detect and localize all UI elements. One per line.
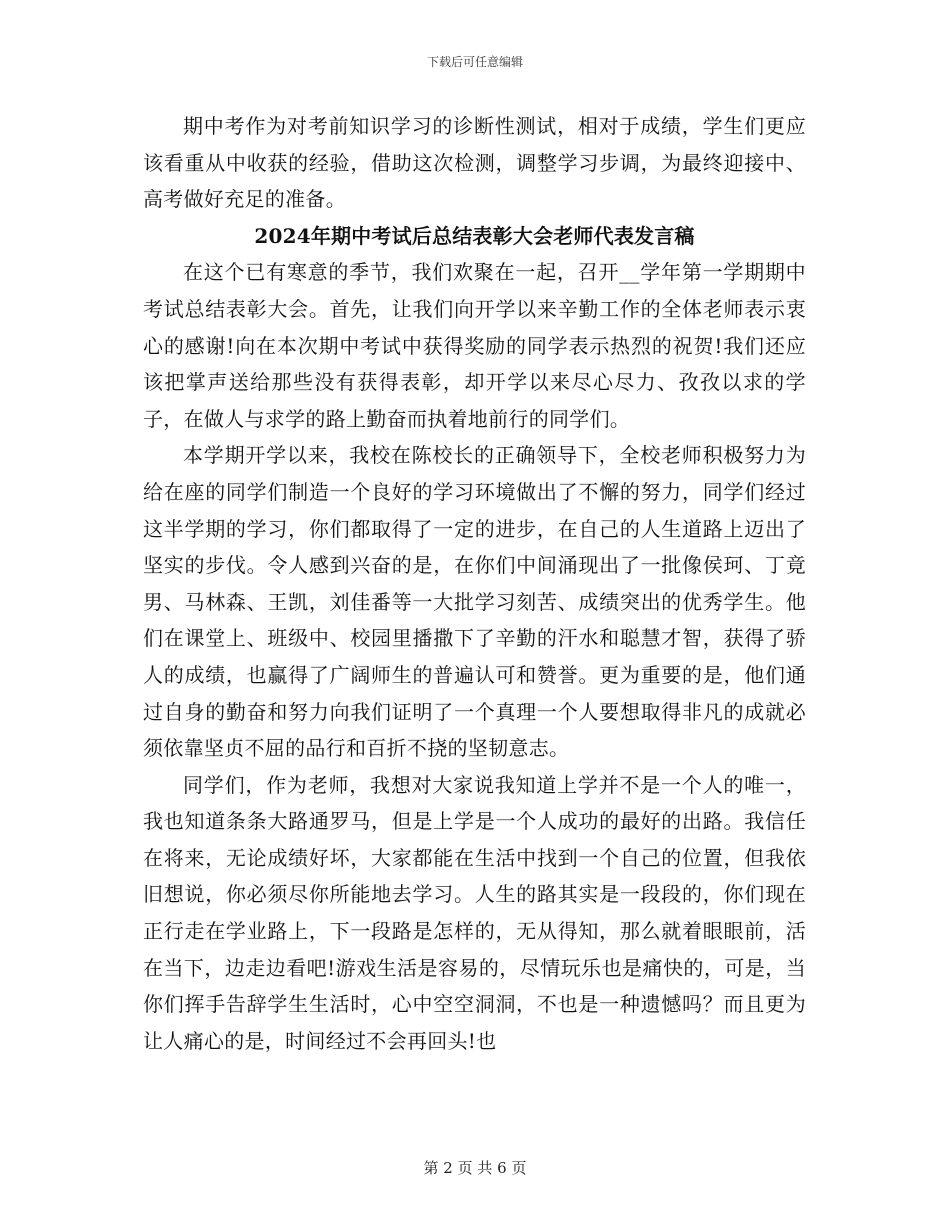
page-number: 第 2 页 共 6 页 <box>423 1159 527 1177</box>
paragraph-3: 同学们，作为老师，我想对大家说我知道上学并不是一个人的唯一，我也知道条条大路通罗马，但是上学是一个人成功的最好的出路。我信任在将来，无论成绩好坏，大家都能在生活中找到一个自己的位置，但我依旧想说，你必须尽你所能地去学习。人生的路其实是一段段的，你们现在正行走在学业路上，下一段路是怎样的，无从得知，那么就着眼眼前，活在当下，边走边看吧!游戏生活是容易的，尽情玩乐也是痛快的，可是，当你们挥手告辞学生生活时，心中空空洞洞，不也是一种遗憾吗？而且更为让人痛心的是，时间经过不会再回头!也 <box>143 772 806 1053</box>
paragraph-2: 本学期开学以来，我校在陈校长的正确领导下，全校老师积极努力为给在座的同学们制造一个良好的学习环境做出了不懈的努力，同学们经过这半学期的学习，你们都取得了一定的进步，在自己的人生道路上迈出了坚实的步伐。令人感到兴奋的是，在你们中间涌现出了一批像侯珂、丁竟男、马林森、王凯，刘佳番等一大批学习刻苦、成绩突出的优秀学生。他们在课堂上、班级中、校园里播撒下了辛勤的汗水和聪慧才智，获得了骄人的成绩，也赢得了广阔师生的普遍认可和赞誉。更为重要的是，他们通过自身的勤奋和努力向我们证明了一个真理一个人要想取得非凡的成就必须依靠坚贞不屈的品行和百折不挠的坚韧意志。 <box>143 443 806 761</box>
intro-paragraph: 期中考作为对考前知识学习的诊断性测试，相对于成绩，学生们更应该看重从中收获的经验，借助这次检测，调整学习步调，为最终迎接中、高考做好充足的准备。 <box>143 114 806 212</box>
document-title: 2024年期中考试后总结表彰大会老师代表发言稿 <box>254 223 695 248</box>
page-header-note: 下载后可任意编辑 <box>426 55 523 69</box>
document-body <box>143 108 806 1059</box>
paragraph-1: 在这个已有寒意的季节，我们欢聚在一起，召开__学年第一学期期中考试总结表彰大会。首先，让我们向开学以来辛勤工作的全体老师表示衷心的感谢!向在本次期中考试中获得奖励的同学表示热烈的祝贺!我们还应该把掌声送给那些没有获得表彰，却开学以来尽心尽力、孜孜以求的学子，在做人与求学的路上勤奋而执着地前行的同学们。 <box>143 260 806 431</box>
